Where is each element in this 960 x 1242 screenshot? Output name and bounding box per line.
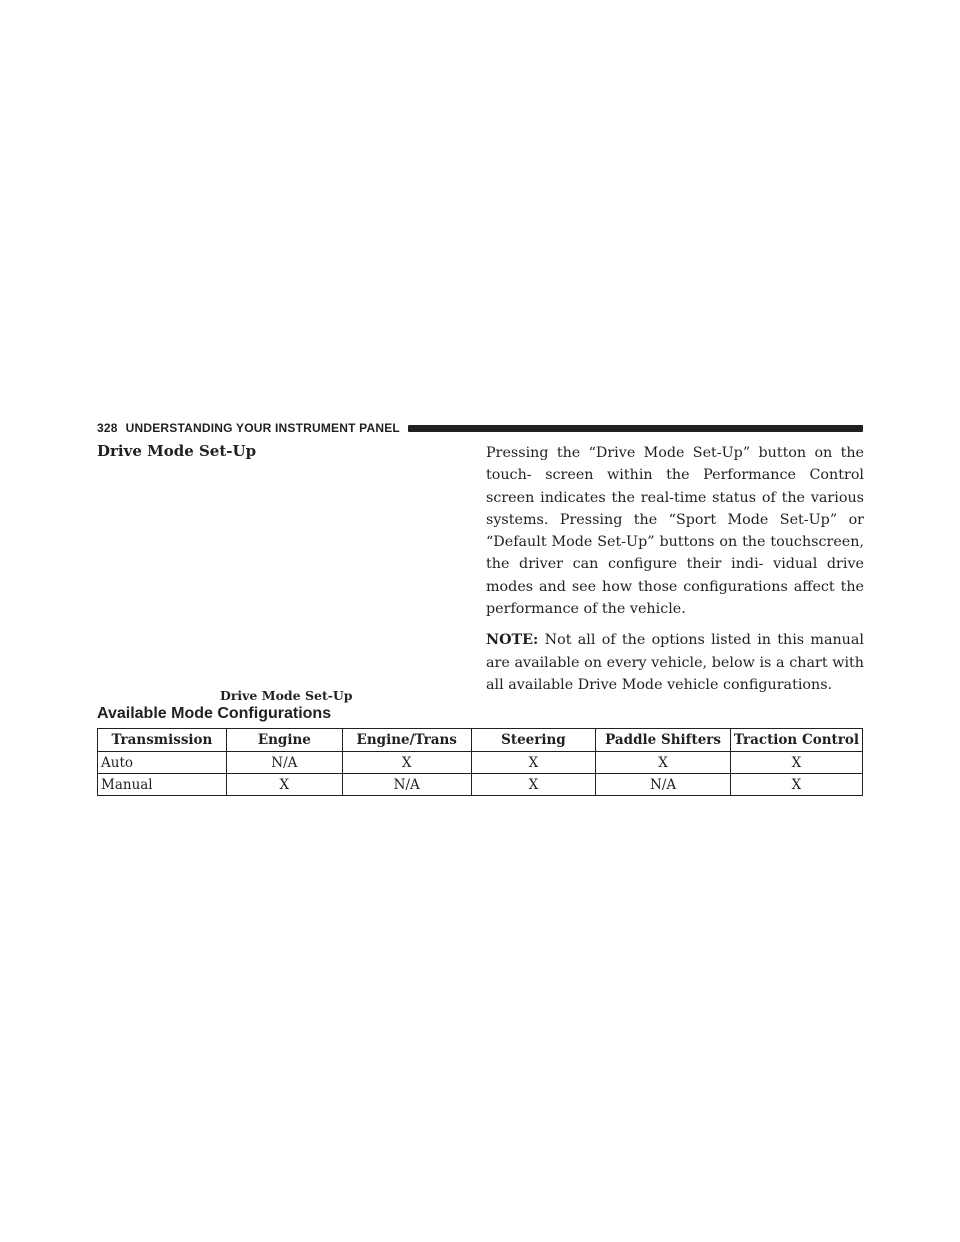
table-cell: X bbox=[730, 774, 862, 796]
table-cell: X bbox=[596, 752, 731, 774]
table-cell: N/A bbox=[226, 752, 342, 774]
header-rule bbox=[408, 425, 863, 432]
running-title: UNDERSTANDING YOUR INSTRUMENT PANEL bbox=[125, 421, 400, 435]
table-header-row bbox=[98, 729, 863, 752]
table-cell: N/A bbox=[596, 774, 731, 796]
mode-configurations-table bbox=[97, 728, 863, 796]
note-paragraph bbox=[486, 629, 864, 696]
column-header: Paddle Shifters bbox=[596, 729, 731, 752]
table-cell: X bbox=[226, 774, 342, 796]
page-header bbox=[97, 419, 863, 437]
column-header: Transmission bbox=[98, 729, 227, 752]
table-row bbox=[98, 752, 863, 774]
body-column bbox=[486, 442, 864, 705]
table-heading: Available Mode Configurations bbox=[97, 705, 332, 722]
table-cell: X bbox=[730, 752, 862, 774]
column-header: Engine bbox=[226, 729, 342, 752]
section-heading: Drive Mode Set-Up bbox=[97, 442, 257, 460]
table-cell: X bbox=[471, 752, 596, 774]
table-cell: X bbox=[342, 752, 471, 774]
table-row bbox=[98, 774, 863, 796]
table-cell: N/A bbox=[342, 774, 471, 796]
note-label: NOTE: bbox=[486, 632, 539, 649]
intro-paragraph: Pressing the “Drive Mode Set-Up” button on the touch- screen within the Performance Control screen indicates the real-time status of the various systems. Pressing the “Sport Mode Set-Up” or “Default Mode Set-Up” buttons on the touchscreen, the driver can configure their indi- vidual drive modes and see how those configurations affect the performance of the vehicle. bbox=[486, 445, 865, 618]
column-header: Engine/Trans bbox=[342, 729, 471, 752]
column-header: Steering bbox=[471, 729, 596, 752]
table-cell: X bbox=[471, 774, 596, 796]
table-cell: Manual bbox=[98, 774, 227, 796]
note-text: Not all of the options listed in this manual are available on every vehicle, below is a chart with all available Drive Mode vehicle configurations. bbox=[486, 632, 864, 693]
page-number: 328 bbox=[97, 421, 118, 435]
table-cell: Auto bbox=[98, 752, 227, 774]
column-header: Traction Control bbox=[730, 729, 862, 752]
figure-caption: Drive Mode Set-Up bbox=[220, 688, 353, 703]
